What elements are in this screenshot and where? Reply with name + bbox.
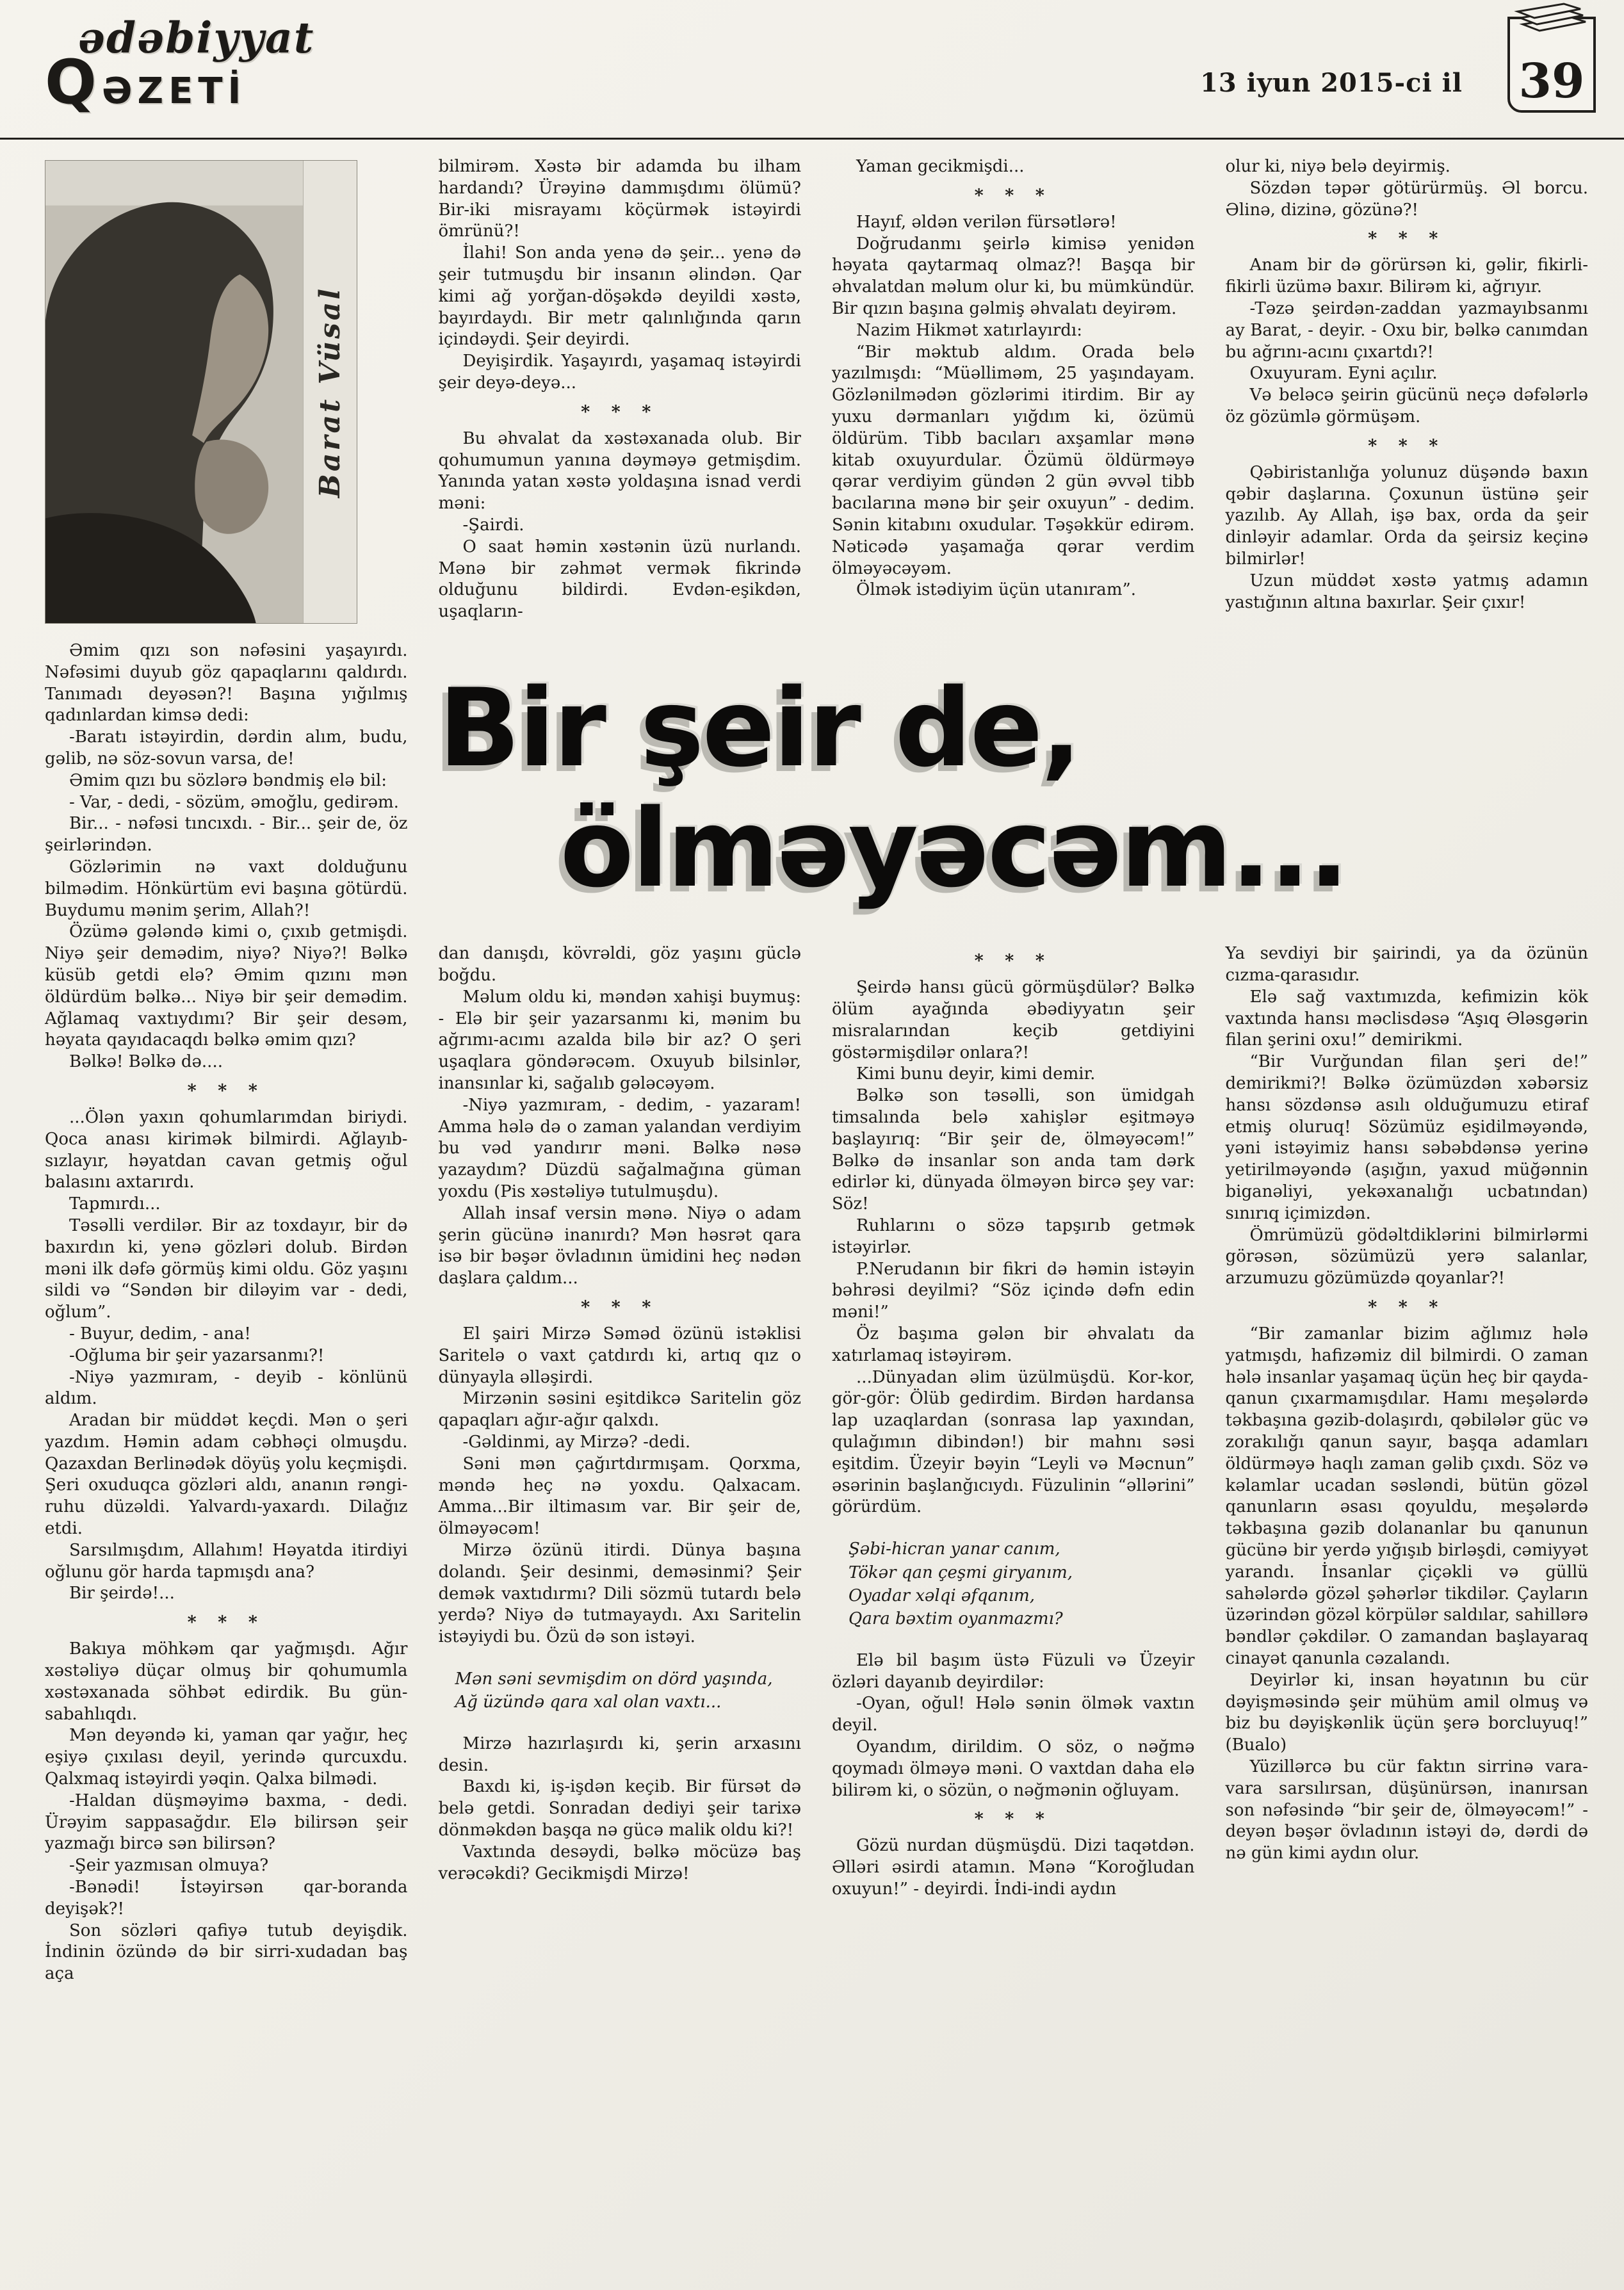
column-3-top <box>832 156 1195 623</box>
paragraph: - Buyur, dedim, - ana! <box>69 1324 251 1344</box>
paragraph: ...Ölən yaxın qohumlarımdan biriydi. Qoca anası kirimək bilmirdi. Ağlayıb-sızlayır, həyatdan cavan getmiş oğul balasını axtarırdı. <box>45 1107 408 1192</box>
masthead-logo <box>45 13 455 118</box>
paragraph: El şairi Mirzə Səməd özünü istəklisi Saritelə o vaxt çatdırdı ki, artıq qız o dünyayla əlləşirdi. <box>438 1324 801 1387</box>
poem-line: Mən səni sevmişdim on dörd yaşında, <box>455 1669 773 1689</box>
headline-line-2: ölməyəcəm... <box>560 786 1347 912</box>
section-separator: * * * <box>581 402 659 422</box>
paragraph: -Bənədi! İstəyirsən qar-boranda deyişək?! <box>45 1878 408 1919</box>
paragraph: - Var, - dedi, - sözüm, əmoğlu, gedirəm. <box>69 792 399 812</box>
paragraph: Bir... - nəfəsi tıncıxdı. - Bir... şeir de, öz şeirlərindən. <box>45 814 408 856</box>
section-separator: * * * <box>1368 435 1446 456</box>
poem-line: Qara bəxtim oyanmazmı? <box>849 1609 1063 1629</box>
poem-verse <box>849 1538 1195 1631</box>
issue-date: 13 iyun 2015-ci il <box>1200 68 1463 98</box>
paragraph: Ömrümüzü gödəltdiklərini bilmirlərmi görəsən, sözümüzü yerə salanlar, arzumuzu gözümüzdə qoyanlar?! <box>1225 1225 1588 1288</box>
paragraph: Doğrudanmı şeirlə kimisə yenidən həyata qaytarmaq olmaz?! Başqa bir əhvalatdan məlum olur ki, bu mümkündür. Bir qızın başına gəlmiş əhvalatı deyirəm. <box>832 234 1195 318</box>
paragraph: Elə bil başım üstə Füzuli və Üzeyir özləri dayanıb deyirdilər: <box>832 1650 1195 1692</box>
poem-line: Tökər qan çeşmi giryanım, <box>849 1563 1073 1582</box>
paragraph: -Niyə yazmıram, - deyib - könlünü aldım. <box>45 1367 408 1409</box>
paragraph: Kimi bunu deyir, kimi demir. <box>856 1064 1096 1084</box>
section-separator: * * * <box>581 1297 659 1317</box>
section-separator: * * * <box>1368 1297 1446 1317</box>
column-1-text <box>45 640 408 1985</box>
paragraph: Sözdən təpər götürürmüş. Əl borcu. Əlinə, dizinə, gözünə?! <box>1225 178 1588 220</box>
paragraph: O saat həmin xəstənin üzü nurlandı. Mənə bir zəhmət vermək fikrində olduğunu bildirdi. Evdən-eşikdən, uşaqların- <box>438 537 801 622</box>
paragraph: -Təzə şeirdən-zaddan yazmayıbsanmı ay Barat, - deyir. - Oxu bir, bəlkə canımdan bu ağrını-acını çıxartdı?! <box>1225 298 1588 362</box>
column-4-bottom <box>1226 943 1589 1985</box>
paragraph: ...Dünyadan əlim üzülmüşdü. Kor-kor, gör-gör: Ölüb gedirdim. Birdən hardansa lap uzaqlardan (sonrasa lap yaxından, qulağımın dibindən!) bir mahnı səsi eşitdim. Üzeyir bəyin “Leyli və Məcnun” əsərinin başlanğıcıydı. Füzulinin “əllərini” görürdüm. <box>832 1367 1195 1517</box>
paragraph: Baxdı ki, iş-işdən keçib. Bir fürsət də belə getdi. Sonradan dediyi şeir tarixə dönməkdən başqa nə gücə malik oldu ki?! <box>438 1777 801 1840</box>
photo-caption: Barat Vüsal <box>314 286 346 498</box>
paragraph: Anam bir də görürsən ki, gəlir, fikirli-fikirli üzümə baxır. Bilirəm ki, ağrıyır. <box>1225 256 1588 297</box>
paragraph: Əmim qızı bu sözlərə bəndmiş elə bil: <box>69 770 387 790</box>
paragraph: Səni mən çağırtdırmışam. Qorxma, məndə heç nə yoxdu. Qalxacam. Amma...Bir iltimasım var. Bir şeir de, ölməyəcəm! <box>438 1454 801 1539</box>
paragraph: Təsəlli verdilər. Bir az toxdayır, bir də baxırdın ki, yenə gözləri dolub. Birdən məni ilk dəfə görmüş kimi oldu. Göz yaşını sildi və “Səndən bir diləyim var - dedi, oğlum”. <box>45 1215 408 1322</box>
paragraph: Uzun müddət xəstə yatmış adamın yastığının altına baxırlar. Şeir çıxır! <box>1225 571 1588 612</box>
column-3-bottom <box>832 943 1195 1985</box>
paragraph: Sarsılmışdım, Allahım! Həyatda itirdiyi oğlunu gör harda tapmışdı ana? <box>45 1540 408 1582</box>
paragraph: Allah insaf versin mənə. Niyə o adam şerin gücünə inanırdı? Mən həsrət qara isə bir bəşər övladının ümidini heç nədən daşlara çaldım... <box>438 1203 801 1288</box>
page-number-box <box>1507 17 1596 113</box>
paragraph: Gözü nurdan düşmüşdü. Dizi taqətdən. Əlləri əsirdi atamın. Mənə “Koroğludan oxuyun!” - deyirdi. İndi-indi aydın <box>832 1836 1195 1899</box>
section-separator: * * * <box>187 1080 265 1101</box>
paragraph: -Haldan düşməyimə baxma, - dedi. Ürəyim sappasağdır. Elə bilirsən şeir yazmağı bircə sən bilirsən? <box>45 1791 408 1854</box>
paragraph: “Bir zamanlar bizim ağlımız hələ yatmışdı, hafizəmiz dil bilmirdi. O zaman hələ insanlar yaşamaq üçün heç bir qayda-qanun çıxarmamışdılar. Hamı meşələrdə təkbaşına gəzib-dolaşırdı, qəbilələr güc və zorakılığı qanun sayır, başqa adamları öldürməyə haqlı zaman gəlib çıxdı. Söz və kəlamlar ucadan səsləndi, bütün gözəl qanunların əsası qoyuldu, meşələrdə təkbaşına gəzib dolananlar bu qanunun gücünə bir yerdə yığışıb birləşdi, cəmiyyət yarandı. İnsanlar çiçəkli və güllü sahələrdə gözəl şəhərlər tikdilər. Çayların üzərindən gözəl körpülər saldılar, sahillərə bəndlər çəkdilər. O zamandan başlayaraq cinayət qanunla cəzalandı. <box>1225 1324 1588 1668</box>
paragraph: Ruhlarını o sözə tapşırıb getmək istəyirlər. <box>832 1216 1195 1257</box>
paragraph: Bəlkə son təsəlli, son ümidgah timsalında belə xahişlər eşitməyə başlayırıq: “Bir şeir de, ölməyəcəm!” Bəlkə də insanlar son anda tam dərk edirlər ki, dünyada ölməyən bircə şey var: Söz! <box>832 1086 1195 1214</box>
paragraph: Vaxtında desəydi, bəlkə möcüzə baş verəcəkdi? Gecikmişdi Mirzə! <box>438 1842 801 1883</box>
section-separator: * * * <box>187 1612 265 1633</box>
paragraph: Mirzə hazırlaşırdı ki, şerin arxasını desin. <box>438 1734 801 1775</box>
paragraph: Ya sevdiyi bir şairindi, ya da özünün cızma-qarasıdır. <box>1225 944 1588 986</box>
portrait-image <box>45 161 303 623</box>
paragraph: İlahi! Son anda yenə də şeir... yenə də şeir tutmuşdu bir insanın əlindən. Qar kimi ağ yorğan-döşəkdə deyildi xəstə, bayırdaydı. Bir metr qalınlığında qarın içindəydi. Şeir deyirdi. <box>438 243 801 350</box>
paragraph: Aradan bir müddət keçdi. Mən o şeri yazdım. Həmin adam cəbhəçi olmuşdu. Qazaxdan Berlinədək döyüş yolu keçmişdi. Şeri oxuduqca gözləri aldı, ananın rəngi-ruhu düzəldi. Yalvardı-yaxardı. Dilağız etdi. <box>45 1411 408 1539</box>
paragraph: Yüzillərcə bu cür faktın sirrinə vara-vara sarsılırsan, düşünürsən, inanırsan son nəfəsində “bir şeir de, ölməyəcəm!” - deyən bəşər övladının istəyi də, dərdi də nə gün kimi aydın olur. <box>1225 1757 1588 1864</box>
masthead-title-caps: QƏZETİ <box>45 47 247 118</box>
paragraph: Bəlkə! Bəlkə də.... <box>69 1052 223 1072</box>
paragraph: Nazim Hikmət xatırlayırdı: <box>856 320 1083 340</box>
article-headline <box>439 627 1589 939</box>
paragraph: -Şeir yazmısan olmuya? <box>69 1856 269 1876</box>
paragraph: Mirzənin səsini eşitdikcə Saritelin göz qapaqları ağır-ağır qalxdı. <box>438 1389 801 1431</box>
paragraph: Mirzə özünü itirdi. Dünya başına dolandı. Şeir desinmi, deməsinmi? Şeir demək vaxtıdırmı? Dili sözmü tutardı belə yerdə? Niyə də tutmayaydı. Axı Saritelin istəyiydi bu. Özü də son istəyi. <box>438 1540 801 1647</box>
paragraph: Tapmırdı... <box>69 1194 161 1214</box>
paragraph: olur ki, niyə belə deyirmiş. <box>1225 157 1450 176</box>
paragraph: Qəbiristanlığa yolunuz düşəndə baxın qəbir daşlarına. Çoxunun üstünə şeir yazılıb. Ay Allah, işə bax, orda da şeir dinləyir adamlar. Orda da şeirsiz keçinə bilmirlər! <box>1225 462 1588 569</box>
poem-line: Ağ üzündə qara xal olan vaxtı... <box>455 1693 722 1712</box>
section-separator: * * * <box>974 185 1052 206</box>
paragraph: Deyirlər ki, insan həyatının bu cür dəyişməsində şeir mühüm amil olmuş və biz bu dəyişkənlik üçün şerə borcluyuq!” (Bualo) <box>1225 1670 1588 1755</box>
paragraph: Gözlərimin nə vaxt dolduğunu bilmədim. Hönkürtüm evi başına götürdü. Buydumu mənim şerim, Allah?! <box>45 857 408 920</box>
paragraph: Bakıya möhkəm qar yağmışdı. Ağır xəstəliyə düçar olmuş bir qohumumla xəstəxanada söhbət edirdik. Bu gün-sabahlıqdı. <box>45 1639 408 1724</box>
paragraph: -Niyə yazmıram, - dedim, - yazaram! Amma hələ də o zaman yalandan verdiyim bu vəd yandırır məni. Bəlkə nəsə yazaydım? Düzdü sağalmağına güman yoxdu (Pis xəstəliyə tutulmuşdu). <box>438 1095 801 1202</box>
paragraph: Öz başıma gələn bir əhvalatı da xatırlamaq istəyirəm. <box>832 1324 1195 1365</box>
paragraph: P.Nerudanın bir fikri də həmin istəyin bəhrəsi deyilmi? “Söz içində dəfn edin məni!” <box>832 1259 1195 1322</box>
paragraph: Mən deyəndə ki, yaman qar yağır, heç eşiyə çıxılası deyil, yerində qurcuxdu. Qalxmaq istəyirdi yəqin. Qalxa bilmədi. <box>45 1726 408 1789</box>
paragraph: dan danışdı, kövrəldi, göz yaşını güclə boğdu. <box>438 944 801 986</box>
page-number: 39 <box>1518 54 1585 109</box>
paragraph: Özümə gələndə kimi o, çıxıb getmişdi. Niyə şeir demədim, niyə? Niyə?! Bəlkə küsüb getdi elə? Əmim qızını mən öldürdüm bəlkə... Niyə bir şeir demədim. Ağlamaq vaxtıydımı? Bir şeir desəm, həyata qayıdacaqdı bəlkə əmim qızı? <box>45 922 408 1050</box>
page-header <box>0 0 1624 140</box>
stacked-pages-icon <box>1514 3 1591 38</box>
section-separator: * * * <box>974 951 1052 971</box>
paragraph: “Bir Vurğundan filan şeri de!” demirikmi?! Bəlkə özümüzdən xəbərsiz hansı sözdənsə asılı olduğumuzu etiraf etmiş oluruq! Sözümüz eşidilməyəndə, yəni istəyimiz hansı səbəbdənsə yerinə yetirilməyəndə (aşığın, yaxud müğənnin biganəliyi, yekəxanalığı ucbatından) sınırıq içimizdən. <box>1225 1052 1588 1223</box>
paragraph: Əmim qızı son nəfəsini yaşayırdı. Nəfəsimi duyub göz qapaqlarını qaldırdı. Tanımadı deyəsən?! Başına yığılmış qadınlardan kimsə dedi: <box>45 641 408 726</box>
paragraph: Ölmək istədiyim üçün utanıram”. <box>856 580 1137 600</box>
paragraph: Bir şeirdə!... <box>69 1584 175 1604</box>
paragraph: -Oğluma bir şeir yazarsanmı?! <box>69 1345 325 1365</box>
paragraph: Hayıf, əldən verilən fürsətlərə! <box>856 212 1117 232</box>
paragraph: -Gəldinmi, ay Mirzə? -dedi. <box>462 1432 691 1452</box>
poem-line: Oyadar xəlqi əfqanım, <box>849 1586 1035 1605</box>
paragraph: Bu əhvalat da xəstəxanada olub. Bir qohumumun yanına dəyməyə getmişdim. Yanında yatan xəstə yoldaşına isnad verdi məni: <box>438 428 801 514</box>
photo-caption-strip <box>303 161 357 623</box>
paragraph: “Bir məktub aldım. Orada belə yazılmışdı: “Müəlliməm, 25 yaşındayam. Gözlənilmədən gözlərimi itirdim. Bir ay yuxu dərmanları yığdım ki, özümü öldürüm. Tibb bacıları axşamlar mənə kitab oxuyurdular. Özümü öldürməyə qərar verdiyim gündən 2 gün əvvəl tibb bacılarına mənə bir şeir oxuyun” - dedim. Sənin kitabını oxudular. Təşəkkür edirəm. Nəticədə yaşamağa qərar verdim ölməyəcəyəm. <box>832 342 1195 578</box>
paragraph: -Oyan, oğul! Hələ sənin ölmək vaxtın deyil. <box>832 1694 1195 1735</box>
paragraph: Yaman gecikmişdi... <box>856 157 1025 176</box>
column-1 <box>45 156 408 1985</box>
masthead-title-script: ədəbiyyat <box>78 13 315 63</box>
column-2-top <box>439 156 802 623</box>
section-separator: * * * <box>1368 229 1446 249</box>
paragraph: Deyişirdik. Yaşayırdı, yaşamaq istəyirdi şeir deyə-deyə... <box>438 352 801 393</box>
paragraph: Son sözləri qafiyə tutub deyişdik. İndinin özündə də bir sirri-xudadan baş aça <box>45 1921 408 1984</box>
page-content <box>0 140 1624 2004</box>
paragraph: bilmirəm. Xəstə bir adamda bu ilham hardandı? Ürəyinə dammışdımı ölümü? Bir-iki misrayamı köçürmək istəyirdi ömrünü?! <box>438 157 801 241</box>
column-2-bottom <box>439 943 802 1985</box>
paragraph: Elə sağ vaxtımızda, kefimizin kök vaxtında hansı məclisdəsə “Aşıq Ələsgərin filan şerini oxu!” demirikmi. <box>1225 987 1588 1050</box>
headline-line-1: Bir şeir de, <box>438 665 1080 791</box>
paragraph: Şeirdə hansı gücü görmüşdülər? Bəlkə ölüm ayağında əbədiyyatın şeir misralarından keçib getdiyini göstərmişdilər onlara?! <box>832 978 1195 1062</box>
paragraph: -Baratı istəyirdin, dərdin alım, budu, gəlib, nə söz-sovun varsa, de! <box>45 727 408 768</box>
paragraph: -Şairdi. <box>462 515 524 535</box>
column-4-top <box>1226 156 1589 623</box>
paragraph: Məlum oldu ki, məndən xahişi buymuş: - Elə bir şeir yazarsanmı ki, mənim bu ağrımı-acımı azalda bilə bir az? O şeri uşaqlara göndərəcəm. Oxuyub bilsinlər, inansınlar ki, sağalıb gələcəyəm. <box>438 987 801 1094</box>
paragraph: Oxuyuram. Eyni açılır. <box>1249 364 1438 384</box>
poem-verse <box>455 1668 802 1714</box>
poem-line: Şəbi-hicran yanar canım, <box>849 1539 1060 1559</box>
paragraph: Oyandım, dirildim. O söz, o nəğmə qoymadı ölməyə məni. O vaxtdan daha elə bilirəm ki, o sözün, o nəğmənin oğluyam. <box>832 1737 1195 1800</box>
section-separator: * * * <box>974 1809 1052 1830</box>
author-photo <box>45 160 357 624</box>
paragraph: Və beləcə şeirin gücünü neçə dəfələrlə öz gözümlə görmüşəm. <box>1225 386 1588 426</box>
